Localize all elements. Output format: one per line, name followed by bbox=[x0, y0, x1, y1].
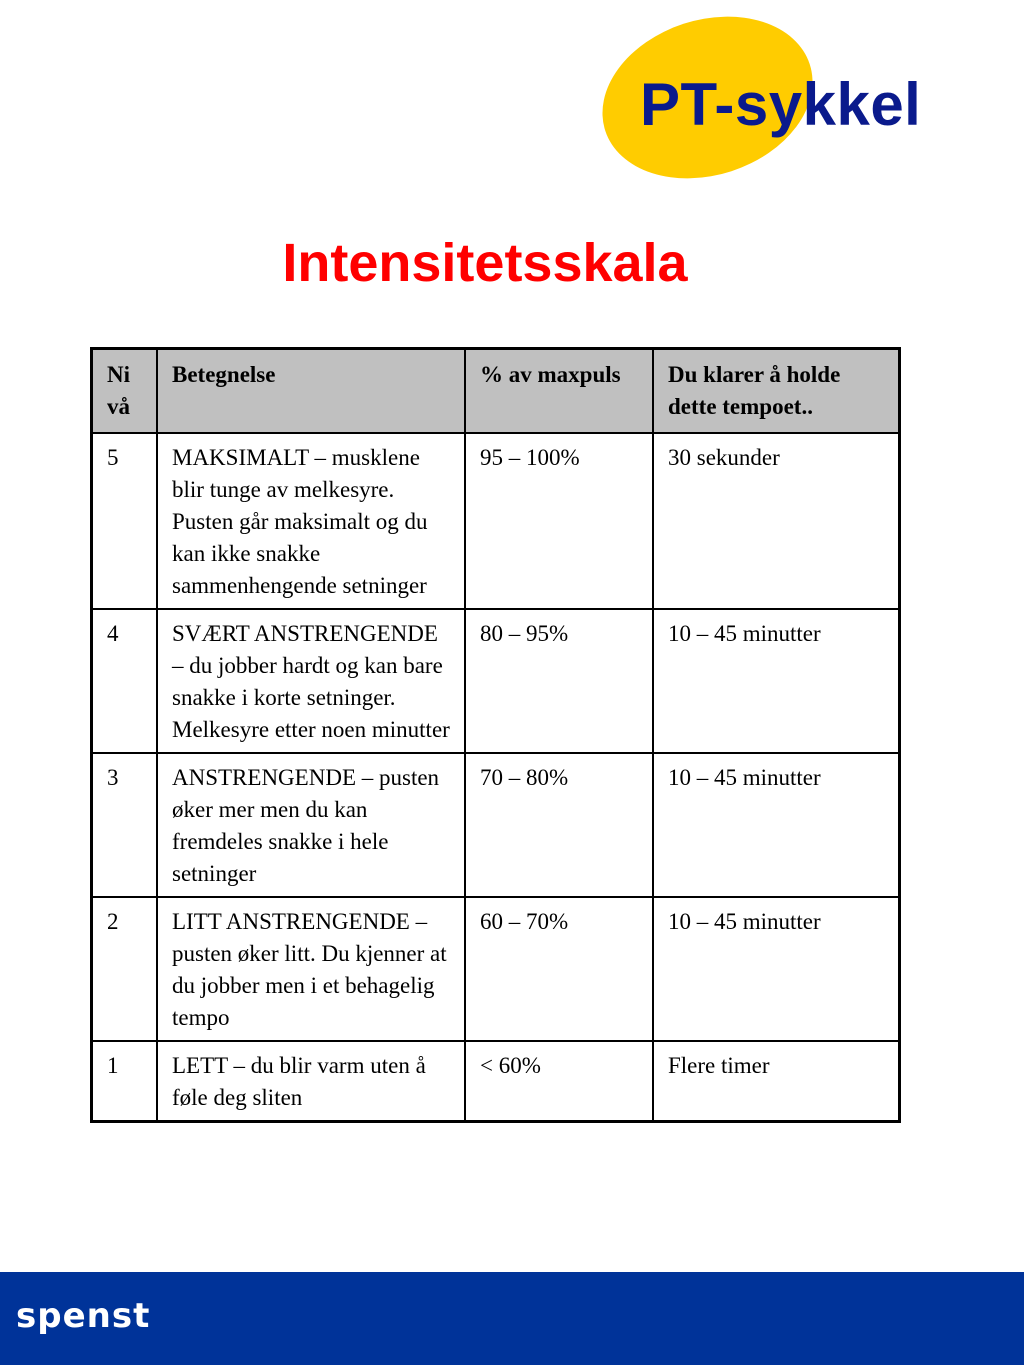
level-cell: 4 bbox=[92, 609, 158, 753]
level-cell: 3 bbox=[92, 753, 158, 897]
footer-bar bbox=[0, 1272, 1024, 1365]
pulse-cell: 95 – 100% bbox=[465, 433, 653, 609]
level-cell: 2 bbox=[92, 897, 158, 1041]
duration-cell: 10 – 45 minutter bbox=[653, 609, 900, 753]
table-row bbox=[92, 1041, 900, 1122]
description-cell: MAKSIMALT – musklene blir tunge av melkesyre. Pusten går maksimalt og du kan ikke snakke sammenhengende setninger bbox=[157, 433, 465, 609]
duration-cell: 10 – 45 minutter bbox=[653, 753, 900, 897]
duration-cell: Flere timer bbox=[653, 1041, 900, 1122]
pulse-cell: 80 – 95% bbox=[465, 609, 653, 753]
duration-cell: 10 – 45 minutter bbox=[653, 897, 900, 1041]
pulse-cell: < 60% bbox=[465, 1041, 653, 1122]
header-level: Ni vå bbox=[92, 349, 158, 434]
intensity-table bbox=[90, 347, 901, 1123]
description-cell: SVÆRT ANSTRENGENDE – du jobber hardt og kan bare snakke i korte setninger. Melkesyre etter noen minutter bbox=[157, 609, 465, 753]
header-pulse: % av maxpuls bbox=[465, 349, 653, 434]
header-duration: Du klarer å holde dette tempoet.. bbox=[653, 349, 900, 434]
table-row bbox=[92, 897, 900, 1041]
description-cell: ANSTRENGENDE – pusten øker mer men du kan fremdeles snakke i hele setninger bbox=[157, 753, 465, 897]
logo-text: PT-sykkel bbox=[640, 71, 922, 138]
brand-logo: spenst bbox=[16, 1296, 151, 1336]
header-description: Betegnelse bbox=[157, 349, 465, 434]
table-row bbox=[92, 609, 900, 753]
page-title: Intensitetsskala bbox=[282, 233, 688, 293]
level-cell: 5 bbox=[92, 433, 158, 609]
table-row bbox=[92, 753, 900, 897]
pulse-cell: 70 – 80% bbox=[465, 753, 653, 897]
duration-cell: 30 sekunder bbox=[653, 433, 900, 609]
description-cell: LETT – du blir varm uten å føle deg sliten bbox=[157, 1041, 465, 1122]
pulse-cell: 60 – 70% bbox=[465, 897, 653, 1041]
description-cell: LITT ANSTRENGENDE – pusten øker litt. Du kjenner at du jobber men i et behagelig tempo bbox=[157, 897, 465, 1041]
table-header-row bbox=[92, 349, 900, 434]
table-row bbox=[92, 433, 900, 609]
level-cell: 1 bbox=[92, 1041, 158, 1122]
